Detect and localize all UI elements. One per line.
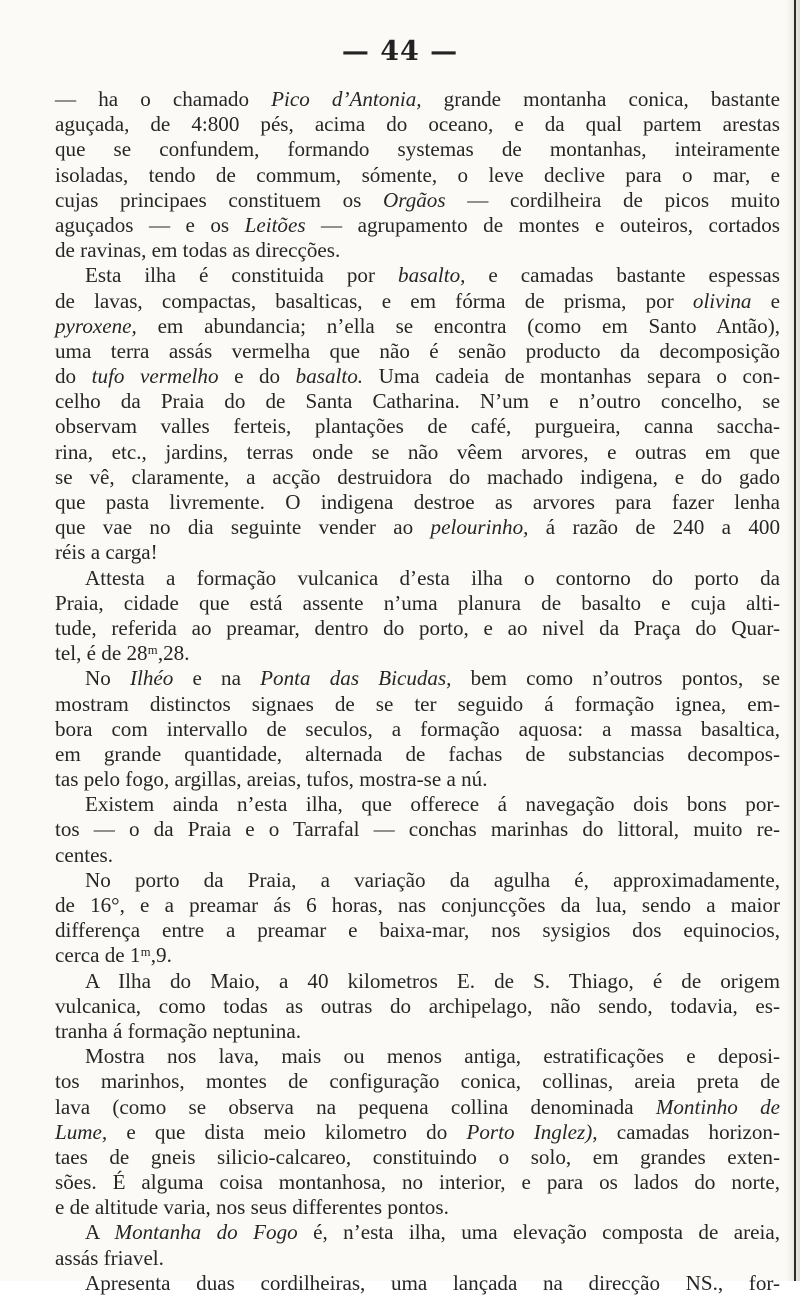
- text-line: [55, 87, 780, 112]
- italic-text: pelourinho,: [430, 515, 529, 540]
- text-segment: do: [55, 364, 92, 389]
- text-line: [55, 238, 780, 263]
- text-line: [55, 289, 780, 314]
- text-line: [55, 465, 780, 490]
- text-line: [55, 1170, 780, 1195]
- text-segment: A Ilha do Maio, a 40 kilometros E. de S. Thiago, é de origem: [85, 968, 780, 993]
- text-line: [55, 540, 780, 565]
- text-segment: A: [85, 1220, 115, 1245]
- text-segment: No porto da Praia, a variação da agulha é, approximadamente,: [85, 867, 780, 892]
- text-segment: Uma cadeia de montanhas separa o con-: [363, 364, 780, 389]
- text-segment: aguçados — e os: [55, 212, 245, 237]
- text-segment: isoladas, tendo de commum, sómente, o leve declive para o mar, e: [55, 162, 780, 187]
- text-line: [55, 188, 780, 213]
- text-segment: uma terra assás vermelha que não é senão producto da decomposição: [55, 338, 780, 363]
- text-segment: Apresenta duas cordilheiras, uma lançada na direcção NS., for-: [85, 1270, 780, 1295]
- text-segment: differença entre a preamar e baixa-mar, nos sysigios dos equinocios,: [55, 918, 780, 943]
- italic-text: Porto Inglez),: [466, 1119, 598, 1144]
- text-segment: celho da Praia do de Santa Catharina. N’um e n’outro concelho, se: [55, 389, 780, 414]
- text-segment: — ha o chamado: [55, 87, 272, 111]
- text-line: [55, 163, 780, 188]
- text-segment: e: [751, 288, 781, 313]
- text-line: [55, 817, 780, 842]
- italic-text: basalto.: [295, 364, 364, 389]
- text-line: [55, 1271, 780, 1296]
- text-line: [55, 918, 780, 943]
- text-segment: taes de gneis silicio-calcareo, constituindo o solo, em grandes exten-: [55, 1144, 780, 1169]
- italic-text: olivina: [692, 288, 752, 313]
- text-line: [55, 490, 780, 515]
- text-line: [55, 868, 780, 893]
- text-line: [55, 414, 780, 439]
- italic-text: Ilhéo: [129, 666, 174, 691]
- text-segment: de lavas, compactas, basalticas, e em fórma de prisma, por: [55, 288, 693, 313]
- text-segment: á razão de 240 a 400: [528, 515, 780, 540]
- text-line: [55, 1120, 780, 1145]
- page-edge-shadow: [786, 0, 800, 1281]
- page-number: — 44 —: [341, 36, 459, 67]
- text-segment: em abundancia; n’ella se encontra (como em Santo Antão),: [136, 313, 780, 338]
- italic-text: Montanha do Fogo: [114, 1220, 298, 1245]
- text-line: [55, 263, 780, 288]
- text-line: [55, 994, 780, 1019]
- text-line: [55, 767, 780, 792]
- text-segment: que vae no dia seguinte vender ao: [55, 515, 431, 540]
- text-line: [55, 943, 780, 968]
- text-line: [55, 792, 780, 817]
- text-segment: bora com intervallo de seculos, a formação aquosa: a massa basaltica,: [55, 716, 780, 741]
- text-segment: que pasta livremente. O indigena destroe as arvores para fazer lenha: [55, 490, 780, 514]
- italic-text: Leitões: [244, 212, 306, 237]
- text-segment: camadas horizon-: [597, 1119, 781, 1144]
- text-segment: Esta ilha é constituida por: [85, 263, 399, 288]
- text-line: [55, 1019, 780, 1044]
- text-segment: rina, etc., jardins, terras onde se não vêem arvores, e outras em que: [55, 439, 780, 464]
- text-line: [55, 440, 780, 465]
- italic-text: Ponta das Bicudas,: [260, 666, 452, 691]
- text-line: [55, 1220, 780, 1245]
- text-segment: réis a carga!: [55, 540, 158, 565]
- text-line: [55, 1069, 780, 1094]
- text-line: [55, 591, 780, 616]
- text-line: [55, 717, 780, 742]
- text-line: [55, 843, 780, 868]
- text-line: [55, 969, 780, 994]
- text-segment: tel, é de 28ᵐ,28.: [55, 641, 190, 666]
- text-line: [55, 137, 780, 162]
- text-line: [55, 1195, 780, 1220]
- text-line: [55, 314, 780, 339]
- text-segment: em grande quantidade, alternada de fachas de substancias decompos-: [55, 741, 780, 766]
- text-segment: aguçada, de 4:800 pés, acima do oceano, e da qual partem arestas: [55, 112, 780, 137]
- text-line: [55, 616, 780, 641]
- text-segment: lava (como se observa na pequena collina denominada: [55, 1094, 656, 1119]
- italic-text: Pico d’Antonia,: [271, 87, 422, 111]
- text-segment: bem como n’outros pontos, se: [451, 666, 780, 691]
- text-line: [55, 339, 780, 364]
- text-segment: tos marinhos, montes de configuração conica, collinas, areia preta de: [55, 1069, 780, 1094]
- text-segment: — cordilheira de picos muito: [445, 187, 781, 212]
- text-segment: Attesta a formação vulcanica d’esta ilha o contorno do porto da: [85, 565, 780, 590]
- text-line: [55, 112, 780, 137]
- text-line: [55, 666, 780, 691]
- text-segment: centes.: [55, 842, 113, 867]
- text-segment: de ravinas, em todas as direcções.: [55, 238, 341, 263]
- text-segment: e camadas bastante espessas: [465, 263, 780, 288]
- italic-text: Lume,: [55, 1119, 108, 1144]
- text-segment: se vê, claramente, a acção destruidora do machado indigena, e do gado: [55, 464, 780, 489]
- text-line: [55, 893, 780, 918]
- text-segment: tude, referida ao preamar, dentro do porto, e ao nivel da Praça do Quar-: [55, 615, 780, 640]
- text-segment: observam valles ferteis, plantações de café, purgueira, canna saccha-: [55, 414, 780, 439]
- text-segment: mostram distinctos signaes de se ter seguido á formação ignea, em-: [55, 691, 780, 716]
- text-line: [55, 742, 780, 767]
- text-segment: de 16°, e a preamar ás 6 horas, nas conjuncções da lua, sendo a maior: [55, 893, 780, 917]
- text-segment: Praia, cidade que está assente n’uma planura de basalto e cuja alti-: [55, 590, 780, 615]
- text-segment: assás friavel.: [55, 1245, 164, 1270]
- body-text: [55, 87, 780, 1296]
- text-segment: e que dista meio kilometro do: [107, 1119, 467, 1144]
- italic-text: Orgãos: [383, 187, 446, 212]
- text-segment: grande montanha conica, bastante: [421, 87, 780, 111]
- italic-text: Montinho de: [655, 1094, 780, 1119]
- text-line: [55, 692, 780, 717]
- text-segment: — agrupamento de montes e outeiros, cortados: [305, 212, 780, 237]
- text-segment: tas pelo fogo, argillas, areias, tufos, mostra-se a nú.: [55, 767, 488, 792]
- text-line: [55, 1044, 780, 1069]
- page-edge-line: [794, 0, 796, 1281]
- text-line: [55, 364, 780, 389]
- text-segment: tos — o da Praia e o Tarrafal — conchas marinhas do littoral, muito re-: [55, 817, 780, 842]
- text-line: [55, 1246, 780, 1271]
- text-segment: e do: [218, 364, 296, 389]
- text-segment: sões. É alguma coisa montanhosa, no interior, e para os lados do norte,: [55, 1170, 780, 1195]
- text-line: [55, 1145, 780, 1170]
- text-line: [55, 213, 780, 238]
- text-segment: Existem ainda n’esta ilha, que offerece á navegação dois bons por-: [85, 792, 780, 817]
- text-line: [55, 515, 780, 540]
- italic-text: tufo vermelho: [91, 364, 219, 389]
- italic-text: pyroxene,: [55, 313, 137, 338]
- text-segment: é, n’esta ilha, uma elevação composta de areia,: [297, 1220, 780, 1245]
- italic-text: basalto,: [398, 263, 466, 288]
- text-segment: cerca de 1ᵐ,9.: [55, 943, 172, 968]
- text-segment: Mostra nos lava, mais ou menos antiga, estratificações e deposi-: [85, 1044, 780, 1069]
- text-segment: e na: [173, 666, 261, 691]
- text-line: [55, 389, 780, 414]
- text-segment: No: [85, 666, 130, 691]
- text-line: [55, 566, 780, 591]
- text-line: [55, 641, 780, 666]
- text-segment: cujas principaes constituem os: [55, 187, 384, 212]
- text-segment: tranha á formação neptunina.: [55, 1018, 301, 1043]
- text-segment: vulcanica, como todas as outras do archipelago, não sendo, todavia, es-: [55, 993, 780, 1018]
- text-segment: e de altitude varia, nos seus differentes pontos.: [55, 1195, 449, 1220]
- text-line: [55, 1095, 780, 1120]
- text-segment: que se confundem, formando systemas de montanhas, inteiramente: [55, 137, 780, 162]
